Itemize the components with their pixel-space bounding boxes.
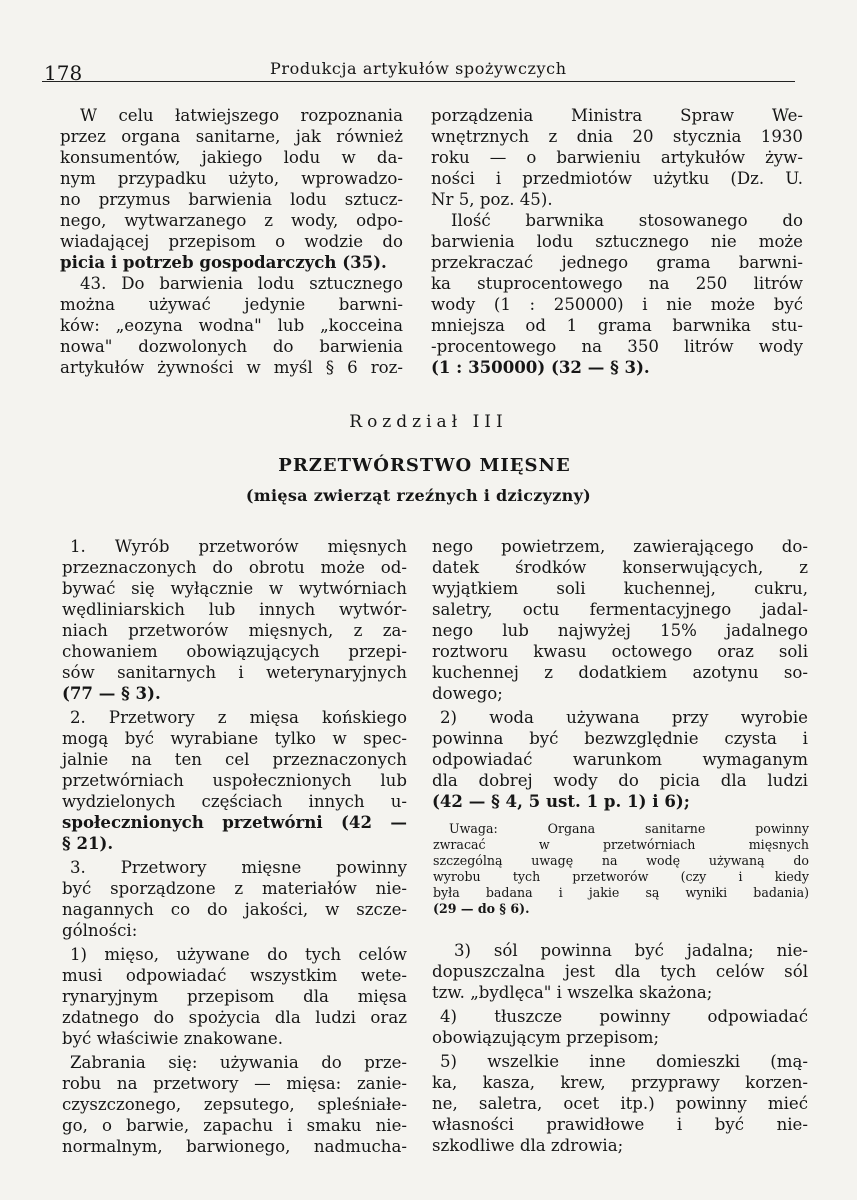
text-line: porządzenia Ministra Spraw We- [431, 106, 803, 125]
text-line: szkodliwe dla zdrowia; [432, 1136, 624, 1155]
text-line: rynaryjnym przepisom dla mięsa [62, 987, 407, 1006]
text-line: tzw. „bydlęca" i wszelka skażona; [432, 983, 713, 1002]
chapter-label: Rozdział III [349, 412, 508, 432]
text-line: 3) sól powinna być jadalna; nie- [454, 941, 808, 960]
text-line: kuchennej z dodatkiem azotynu so- [432, 663, 808, 682]
text-line: barwienia lodu sztucznego nie może [431, 232, 803, 251]
text-line: mogą być wyrabiane tylko w spec- [62, 729, 407, 748]
text-line: no przymus barwienia lodu sztucz- [60, 190, 403, 209]
page-number: 178 [44, 61, 83, 85]
text-line: roztworu kwasu octowego oraz soli [432, 642, 808, 661]
text-line: normalnym, barwionego, nadmucha- [62, 1137, 407, 1156]
text-line: można używać jedynie barwni- [60, 295, 403, 314]
text-line: robu na przetwory — mięsa: zanie- [62, 1074, 407, 1093]
text-line: przekraczać jednego grama barwni- [431, 253, 803, 272]
text-line: wiadającej przepisom o wodzie do [60, 232, 403, 251]
text-line: Zabrania się: używania do prze- [70, 1053, 407, 1072]
text-line: nego lub najwyżej 15% jadalnego [432, 621, 808, 640]
text-line: roku — o barwieniu artykułów żyw- [431, 148, 803, 167]
text-line: odpowiadać warunkom wymaganym [432, 750, 808, 769]
text-line: dowego; [432, 684, 503, 703]
text-line: nego powietrzem, zawierającego do- [432, 537, 808, 556]
text-line: wyjątkiem soli kuchennej, cukru, [432, 579, 808, 598]
text-line: 43. Do barwienia lodu sztucznego [80, 274, 403, 293]
text-line: być właściwie znakowane. [62, 1029, 284, 1048]
text-line: wydzielonych częściach innych u- [62, 792, 407, 811]
note-line: szczególną uwagę na wodę używaną do [433, 853, 809, 868]
text-line: chowaniem obowiązujących przepi- [62, 642, 407, 661]
chapter-subtitle: (mięsa zwierząt rzeźnych i dziczyzny) [245, 486, 592, 505]
running-title: Produkcja artykułów spożywczych [270, 59, 567, 78]
text-line: własności prawidłowe i być nie- [432, 1115, 808, 1134]
text-line: 1. Wyrób przetworów mięsnych [70, 537, 407, 556]
text-line: ków: „eozyna wodna" lub „kocceina [60, 316, 403, 335]
text-line: niach przetworów mięsnych, z za- [62, 621, 407, 640]
text-line: Nr 5, poz. 45). [431, 190, 553, 209]
note-block [433, 821, 809, 917]
text-line: W celu łatwiejszego rozpoznania [80, 106, 403, 125]
text-line: (1 : 350000) (32 — § 3). [431, 357, 650, 377]
text-line: obowiązującym przepisom; [432, 1028, 660, 1047]
bottom-left-column [62, 536, 407, 1157]
text-line: być sporządzone z materiałów nie- [62, 879, 407, 898]
text-line: społecznionych przetwórni (42 — [62, 812, 407, 832]
text-line: przeznaczonych do obrotu może od- [62, 558, 407, 577]
chapter-title: PRZETWÓRSTWO MIĘSNE [278, 455, 571, 476]
text-line: przetwórniach uspołecznionych lub [62, 771, 407, 790]
text-line: przez organa sanitarne, jak również [60, 127, 403, 146]
text-line: nym przypadku użyto, wprowadzo- [60, 169, 403, 188]
text-line: (77 — § 3). [62, 683, 161, 703]
header-rule [42, 81, 795, 82]
text-line: mniejsza od 1 grama barwnika stu- [431, 316, 803, 335]
text-line: jalnie na ten cel przeznaczonych [62, 750, 407, 769]
text-line: konsumentów, jakiego lodu w da- [60, 148, 403, 167]
text-line: 2) woda używana przy wyrobie [440, 708, 808, 727]
text-line: 3. Przetwory mięsne powinny [70, 858, 407, 877]
text-line: Ilość barwnika stosowanego do [451, 211, 803, 230]
text-line: wody (1 : 250000) i nie może być [431, 295, 803, 314]
text-line: bywać się wyłącznie w wytwórniach [62, 579, 407, 598]
text-line: artykułów żywności w myśl § 6 roz- [60, 358, 403, 377]
text-line: picia i potrzeb gospodarczych (35). [60, 252, 387, 272]
note-line: zwracać w przetwórniach mięsnych [433, 837, 809, 852]
text-line: datek środków konserwujących, z [432, 558, 808, 577]
text-line: 1) mięso, używane do tych celów [70, 945, 407, 964]
note-line: była badana i jakie są wyniki badania) [433, 885, 809, 900]
text-line: gólności: [62, 921, 138, 940]
text-line: 2. Przetwory z mięsa końskiego [70, 708, 407, 727]
text-line: 4) tłuszcze powinny odpowiadać [440, 1007, 808, 1026]
text-line: (42 — § 4, 5 ust. 1 p. 1) i 6); [432, 791, 690, 811]
text-line: nowa" dozwolonych do barwienia [60, 337, 403, 356]
note-line: Uwaga: Organa sanitarne powinny [449, 821, 809, 836]
text-line: nego, wytwarzanego z wody, odpo- [60, 211, 403, 230]
text-line: go, o barwie, zapachu i smaku nie- [62, 1116, 407, 1135]
text-line: saletry, octu fermentacyjnego jadal- [432, 600, 808, 619]
text-line: wnętrznych z dnia 20 stycznia 1930 [431, 127, 803, 146]
text-line: 5) wszelkie inne domieszki (mą- [440, 1052, 808, 1071]
text-line: ności i przedmiotów użytku (Dz. U. [431, 169, 803, 188]
top-left-column [60, 105, 403, 378]
text-line: dla dobrej wody do picia dla ludzi [432, 771, 808, 790]
text-line: sów sanitarnych i weterynaryjnych [62, 663, 407, 682]
text-line: -procentowego na 350 litrów wody [431, 337, 803, 356]
text-line: musi odpowiadać wszystkim wete- [62, 966, 407, 985]
note-line: wyrobu tych przetworów (czy i kiedy [433, 869, 809, 884]
note-line: (29 — do § 6). [433, 901, 530, 916]
text-line: wędliniarskich lub innych wytwór- [62, 600, 407, 619]
bottom-right-column [432, 536, 808, 812]
text-line: zdatnego do spożycia dla ludzi oraz [62, 1008, 407, 1027]
text-line: ne, saletra, ocet itp.) powinny mieć [432, 1094, 808, 1113]
text-line: dopuszczalna jest dla tych celów sól [432, 962, 808, 981]
text-line: § 21). [62, 833, 114, 853]
text-line: powinna być bezwzględnie czysta i [432, 729, 808, 748]
bottom-right-lower-column [432, 940, 808, 1156]
text-line: czyszczonego, zepsutego, spleśniałe- [62, 1095, 407, 1114]
text-line: ka stuprocentowego na 250 litrów [431, 274, 803, 293]
top-right-column [431, 105, 803, 378]
text-line: ka, kasza, krew, przyprawy korzen- [432, 1073, 808, 1092]
text-line: nagannych co do jakości, w szcze- [62, 900, 407, 919]
